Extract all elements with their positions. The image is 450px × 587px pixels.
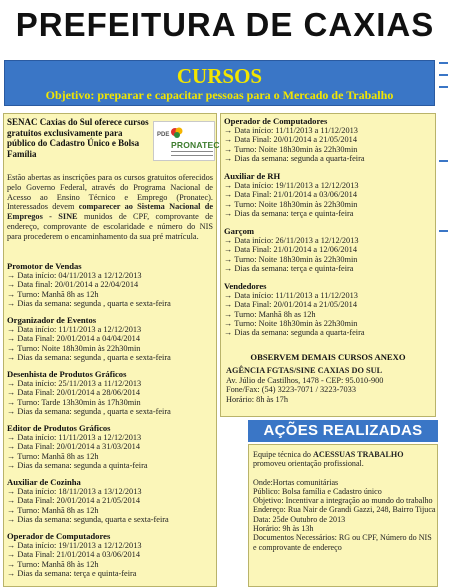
course-line: → Data Final: 21/01/2014 a 12/06/2014 (224, 245, 357, 255)
acoes-line: Data: 25de Outubro de 2013 (253, 514, 346, 524)
agencia-heading: AGÊNCIA FGTAS/SINE CAXIAS DO SUL (226, 366, 383, 375)
course-line: → Data início: 11/11/2013 a 11/12/2013 (224, 126, 358, 135)
acoes-intro-part: Equipe técnica do (253, 450, 314, 459)
intro-heading: SENAC Caxias do Sul oferece cursos gratuitos exclusivamente para público do Cadastro Único e Bolsa Família (7, 117, 149, 159)
course-block (7, 369, 217, 416)
course-line: → Turno: Noite 18h30min às 22h30min (224, 254, 358, 264)
course-line: → Dias da semana: segunda a quarta-feira (224, 153, 365, 163)
page-header (0, 0, 450, 56)
course-line: → Data início: 19/11/2013 a 12/12/2013 (224, 181, 359, 190)
course-title: Organizador de Eventos (7, 315, 97, 325)
acoes-line: Documentos Necessários: RG ou CPF, Número do NIS e comprovante de endereço (253, 533, 432, 552)
edge-tick (439, 230, 448, 232)
course-block (7, 531, 217, 578)
course-block (224, 281, 434, 337)
course-line: → Turno: Manhã 8h as 12h (7, 451, 99, 461)
course-line: → Turno: Manhã 8h às 12h (7, 559, 99, 569)
intro-paragraph-bold: comparecer ao Sistema Nacional de Empregos - SINE (7, 202, 213, 222)
acoes-line: Endereço: Rua Nair de Grandi Gazzi, 248, Bairro Tijuca (253, 505, 436, 515)
course-line: → Dias da semana: segunda a quarta-feira (224, 328, 365, 338)
course-line: → Data início: 18/11/2013 a 13/12/2013 (7, 487, 142, 496)
course-line: → Data Final: 20/01/2014 a 21/05/2014 (224, 135, 357, 145)
acoes-line: Objetivo: Incentivar a integração ao mundo do trabalho (253, 496, 433, 506)
page-title: PREFEITURA DE CAXIAS (15, 6, 435, 43)
agencia-hours: Horário: 8h às 17h (226, 394, 288, 404)
course-line: → Data Final: 20/01/2014 a 21/05/2014 (7, 496, 140, 506)
course-line: → Data final: 20/01/2014 a 22/04/2014 (7, 280, 139, 290)
right-edge-strip (438, 58, 450, 587)
pronatec-swirl-icon (170, 125, 184, 139)
logo-tagline-rule (171, 151, 213, 156)
course-line: → Dias da semana: segunda , quarta e sexta-feira (7, 352, 171, 362)
edge-tick (439, 74, 448, 76)
acoes-line: Público: Bolsa família e Cadastro único (253, 486, 382, 496)
course-block (224, 116, 434, 163)
course-block (7, 423, 217, 470)
course-title: Promotor de Vendas (7, 261, 82, 271)
course-line: → Data Final: 21/01/2014 a 03/06/2014 (7, 550, 140, 560)
course-line: → Turno: Tarde 13h30min às 17h30min (7, 397, 141, 407)
course-line: → Data Final: 20/01/2014 a 04/04/2014 (7, 334, 140, 344)
acoes-line: Horário: 9h às 13h (253, 524, 314, 534)
cursos-banner (4, 60, 435, 106)
course-line: → Turno: Manhã 8h as 12h (224, 309, 316, 319)
acoes-line: Onde:Hortas comunitárias (253, 477, 339, 487)
logo-pde-text: PDE (157, 132, 170, 138)
course-line: → Turno: Manhã 8h as 12h (7, 289, 99, 299)
course-title: Vendedores (224, 281, 267, 291)
course-title: Operador de Computadores (224, 116, 328, 126)
course-block (7, 261, 217, 308)
course-line: → Turno: Noite 18h30min às 22h30min (224, 199, 358, 209)
course-block (7, 315, 217, 362)
course-line: → Dias da semana: terça e quinta-feira (224, 208, 354, 218)
acoes-text (253, 450, 437, 552)
pronatec-logo (153, 121, 220, 161)
course-line: → Turno: Noite 18h30min às 22h30min (224, 318, 358, 328)
acoes-intro-part: promoveu orientação profissional. (253, 459, 364, 469)
acoes-title: AÇÕES REALIZADAS (263, 422, 423, 439)
intro-paragraph-part: munidos de CPF, comprovante de endereço, comprovante de escolaridade e número do NIS para procederem o encaminhamento da sua pré matrícula. (7, 212, 213, 241)
course-line: → Dias da semana: segunda a quinta-feira (7, 460, 148, 470)
course-title: Garçom (224, 226, 255, 236)
course-line: → Data início: 11/11/2013 a 11/12/2013 (224, 291, 358, 300)
course-line: → Data Final: 20/01/2014 a 21/05/2014 (224, 300, 357, 310)
course-line: → Data início: 11/11/2013 a 12/12/2013 (7, 433, 142, 442)
right-column (220, 113, 436, 417)
cursos-title: CURSOS (176, 64, 263, 88)
course-line: → Turno: Noite 18h30min às 22h30min (7, 343, 141, 353)
course-line: → Dias da semana: segunda , quarta e sexta-feira (7, 406, 171, 416)
course-line: → Data Final: 20/01/2014 a 28/06/2014 (7, 388, 140, 398)
acoes-intro-bold: ACESSUAS TRABALHO (313, 450, 404, 459)
course-line: → Turno: Manhã 8h as 12h (7, 505, 99, 515)
left-column (3, 113, 220, 587)
spacer (253, 469, 437, 478)
course-title: Desenhista de Produtos Gráficos (7, 369, 127, 379)
logo-name-text: PRONATEC (171, 140, 220, 150)
course-line: → Data Final: 21/01/2014 a 03/06/2014 (224, 190, 357, 200)
course-line: → Data Final: 20/01/2014 a 31/03/2014 (7, 442, 140, 452)
course-line: → Dias da semana: segunda , quarta e sexta-feira (7, 298, 171, 308)
course-block (224, 226, 434, 273)
acoes-banner (248, 420, 438, 442)
cursos-subtitle: Objetivo: preparar e capacitar pessoas para o Mercado de Trabalho (45, 88, 394, 102)
acoes-intro (253, 450, 437, 469)
agencia-address: Av. Júlio de Castilhos, 1478 - CEP: 95.010-900 (226, 375, 384, 385)
course-title: Auxiliar de RH (224, 171, 281, 181)
course-line: → Turno: Noite 18h30min às 22h30min (224, 144, 358, 154)
course-title: Operador de Computadores (7, 531, 111, 541)
intro-box (7, 117, 220, 169)
course-line: → Data início: 11/11/2013 a 12/12/2013 (7, 325, 142, 334)
edge-tick (439, 86, 448, 88)
intro-paragraph-part: Estão abertas as inscrições para os cursos gratuitos oferecidos pelo Governo Federal, através do Programa Nacional de Acesso ao Ensino Técnico e Emprego (Pronatec). Interessados devem (7, 173, 213, 212)
course-line: → Dias da semana: terça e quinta-feira (224, 263, 354, 273)
course-title: Auxiliar de Cozinha (7, 477, 81, 487)
course-line: → Data início: 04/11/2013 a 12/12/2013 (7, 271, 142, 280)
agencia-block (226, 366, 432, 404)
course-line: → Data início: 19/11/2013 a 12/12/2013 (7, 541, 142, 550)
course-line: → Data início: 26/11/2013 a 12/12/2013 (224, 236, 359, 245)
intro-paragraph (7, 173, 213, 242)
acoes-box (248, 444, 438, 587)
course-block (7, 477, 217, 524)
course-title: Editor de Produtos Gráficos (7, 423, 111, 433)
edge-tick (439, 160, 448, 162)
course-block (224, 171, 434, 218)
course-line: → Dias da semana: terça e quinta-feira (7, 568, 137, 578)
edge-tick (439, 62, 448, 64)
course-line: → Data início: 25/11/2013 a 11/12/2013 (7, 379, 142, 388)
observem-note: OBSERVEM DEMAIS CURSOS ANEXO (250, 352, 406, 362)
agencia-phone: Fone/Fax: (54) 3223-7071 / 3223-7033 (226, 385, 356, 395)
course-line: → Dias da semana: segunda, quarta e sexta-feira (7, 514, 169, 524)
